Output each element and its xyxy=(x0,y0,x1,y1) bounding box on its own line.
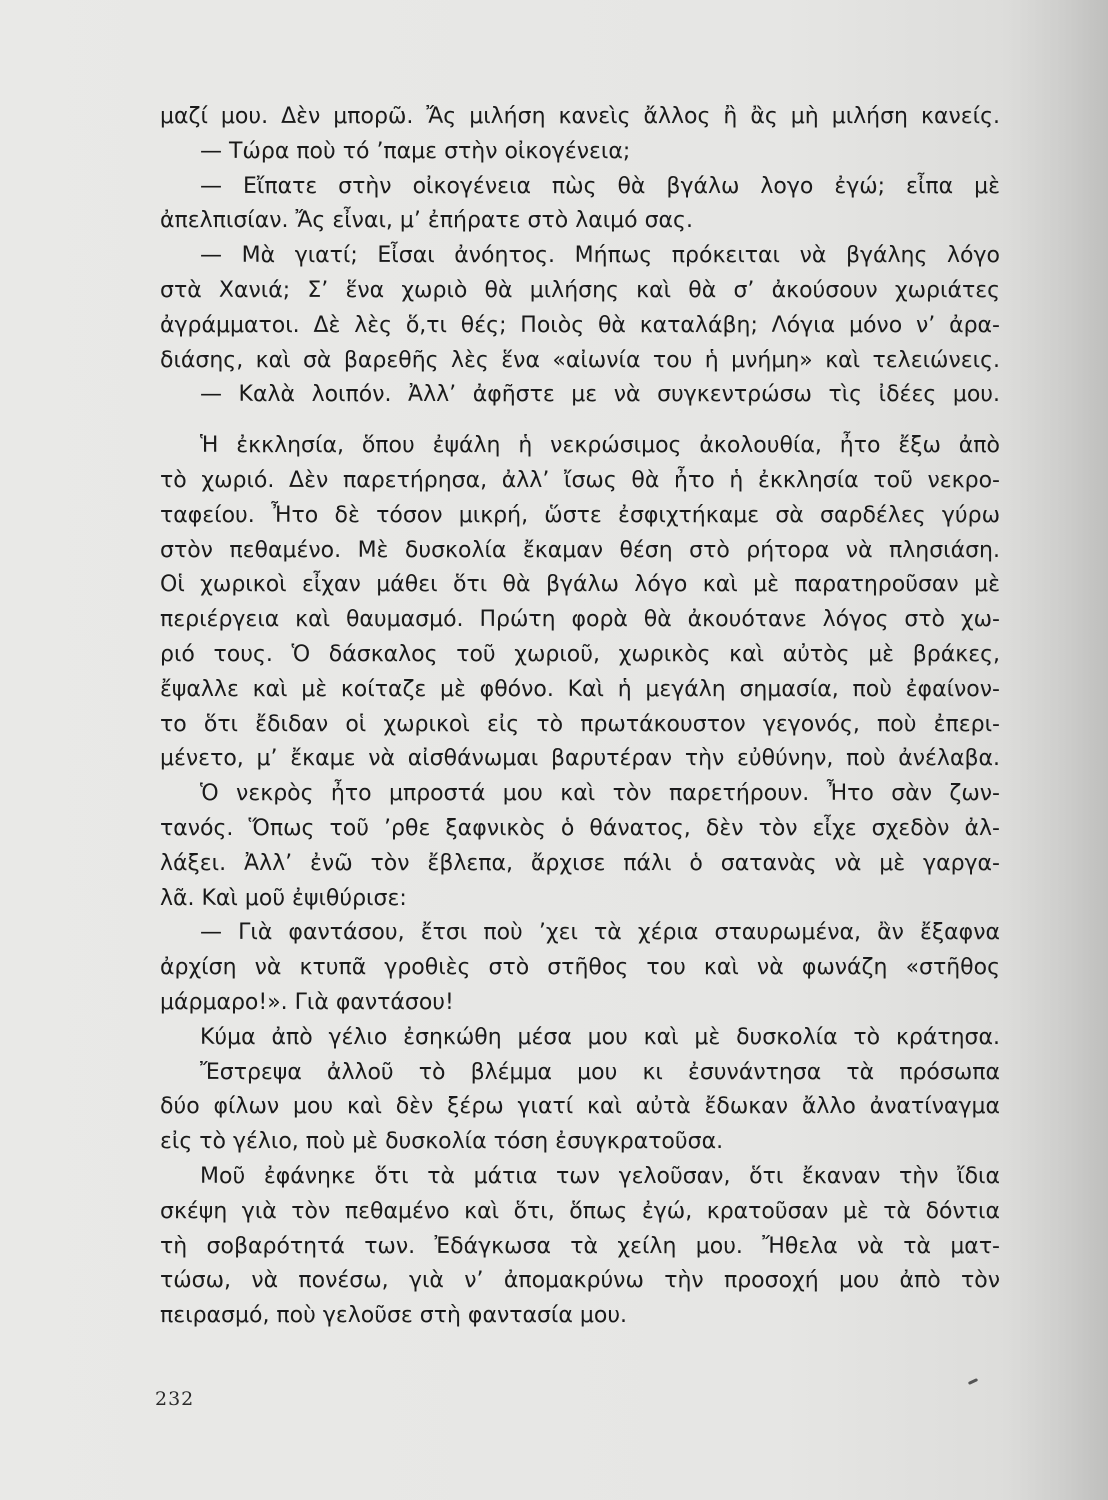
text-line: ἀπελπισίαν. Ἄς εἶναι, μ’ ἐπήρατε στὸ λαιμό σας. xyxy=(160,208,693,234)
text-line: ἀγράμματοι. Δὲ λὲς ὅ,τι θές; Ποιὸς θὰ καταλάβη; Λόγια μόνο ν’ ἀρα- xyxy=(160,312,1000,338)
text-line: Ἡ ἐκκλησία, ὅπου ἐψάλη ἡ νεκρώσιμος ἀκολουθία, ἦτο ἔξω ἀπὸ xyxy=(200,433,1000,459)
text-line: — Μὰ γιατί; Εἶσαι ἀνόητος. Μήπως πρόκειται νὰ βγάλης λόγο xyxy=(200,243,1000,269)
text-line: ἔψαλλε καὶ μὲ κοίταζε μὲ φθόνο. Καὶ ἡ μεγάλη σημασία, ποὺ ἐφαίνον- xyxy=(160,676,1000,702)
text-line: τώσω, νὰ πονέσω, γιὰ ν’ ἀπομακρύνω τὴν προσοχή μου ἀπὸ τὸν xyxy=(160,1268,1000,1294)
text-line: περιέργεια καὶ θαυμασμό. Πρώτη φορὰ θὰ ἀκουότανε λόγος στὸ χω- xyxy=(160,607,1000,633)
text-line: τὴ σοβαρότητά των. Ἐδάγκωσα τὰ χείλη μου. Ἤθελα νὰ τὰ ματ- xyxy=(160,1233,1000,1259)
text-line: μαζί μου. Δὲν μπορῶ. Ἄς μιλήση κανεὶς ἄλλος ἢ ἂς μὴ μιλήση κανείς. xyxy=(160,104,1000,129)
text-line: λάξει. Ἀλλ’ ἐνῶ τὸν ἔβλεπα, ἄρχισε πάλι ὁ σατανὰς νὰ μὲ γαργα- xyxy=(160,850,1000,876)
text-line: Μοῦ ἐφάνηκε ὅτι τὰ μάτια των γελοῦσαν, ὅτι ἔκαναν τὴν ἴδια xyxy=(200,1163,1000,1189)
text-line: στὸν πεθαμένο. Μὲ δυσκολία ἔκαμαν θέση στὸ ρήτορα νὰ πλησιάση. xyxy=(160,537,1000,563)
text-line: — Γιὰ φαντάσου, ἔτσι ποὺ ’χει τὰ χέρια σταυρωμένα, ἂν ἔξαφνα xyxy=(200,920,1000,946)
text-line: εἰς τὸ γέλιο, ποὺ μὲ δυσκολία τόση ἐσυγκρατοῦσα. xyxy=(160,1129,724,1155)
text-line: λᾶ. Καὶ μοῦ ἐψιθύρισε: xyxy=(160,885,407,911)
text-line: δύο φίλων μου καὶ δὲν ξέρω γιατί καὶ αὐτὰ ἔδωκαν ἄλλο ἀνατίναγμα xyxy=(160,1094,1000,1120)
text-line: ἀρχίση νὰ κτυπᾶ γροθιὲς στὸ στῆθος του καὶ νὰ φωνάζη «στῆθος xyxy=(160,955,1000,981)
text-line: ταφείου. Ἦτο δὲ τόσον μικρή, ὥστε ἐσφιχτήκαμε σὰ σαρδέλες γύρω xyxy=(160,502,1000,528)
text-line: πειρασμό, ποὺ γελοῦσε στὴ φαντασία μου. xyxy=(160,1303,628,1329)
paragraph-gap xyxy=(160,413,1000,429)
text-line: μένετο, μ’ ἔκαμε νὰ αἰσθάνωμαι βαρυτέραν τὴν εὐθύνην, ποὺ ἀνέλαβα. xyxy=(160,746,1000,772)
page-edge-shadow xyxy=(1000,0,1108,1500)
text-line: τὸ χωριό. Δὲν παρετήρησα, ἀλλ’ ἴσως θὰ ἦτο ἡ ἐκκλησία τοῦ νεκρο- xyxy=(160,467,1000,493)
page-number: 232 xyxy=(155,1388,195,1410)
text-line: — Τώρα ποὺ τό ’παμε στὴν οἰκογένεια; xyxy=(200,138,631,164)
text-line: το ὅτι ἔδιδαν οἱ χωρικοὶ εἰς τὸ πρωτάκουστον γεγονός, ποὺ ἐπερι- xyxy=(160,711,1000,737)
text-line: Κύμα ἀπὸ γέλιο ἐσηκώθη μέσα μου καὶ μὲ δυσκολία τὸ κράτησα. xyxy=(200,1024,1000,1050)
text-line: Ἔστρεψα ἀλλοῦ τὸ βλέμμα μου κι ἐσυνάντησα τὰ πρόσωπα xyxy=(200,1059,1000,1085)
text-line: — Καλὰ λοιπόν. Ἀλλ’ ἀφῆστε με νὰ συγκεντρώσω τὶς ἰδέες μου. xyxy=(200,382,1000,408)
text-line: ριό τους. Ὁ δάσκαλος τοῦ χωριοῦ, χωρικὸς καὶ αὐτὸς μὲ βράκες, xyxy=(160,641,1000,667)
ink-speck xyxy=(968,1378,978,1385)
text-line: τανός. Ὅπως τοῦ ’ρθε ξαφνικὸς ὁ θάνατος, δὲν τὸν εἶχε σχεδὸν ἀλ- xyxy=(160,815,1000,841)
text-line: σκέψη γιὰ τὸν πεθαμένο καὶ ὅτι, ὅπως ἐγώ, κρατοῦσαν μὲ τὰ δόντια xyxy=(160,1198,1000,1224)
text-line: μάρμαρο!». Γιὰ φαντάσου! xyxy=(160,989,454,1015)
text-line: στὰ Χανιά; Σ’ ἕνα χωριὸ θὰ μιλήσης καὶ θὰ σ’ ἀκούσουν χωριάτες xyxy=(160,277,1000,303)
body-text xyxy=(160,100,1000,1334)
text-line: Οἱ χωρικοὶ εἶχαν μάθει ὅτι θὰ βγάλω λόγο καὶ μὲ παρατηροῦσαν μὲ xyxy=(160,572,1000,598)
text-line: διάσης, καὶ σὰ βαρεθῆς λὲς ἕνα «αἰωνία του ἡ μνήμη» καὶ τελειώνεις. xyxy=(160,347,1000,373)
text-line: — Εἴπατε στὴν οἰκογένεια πὼς θὰ βγάλω λογο ἐγώ; εἶπα μὲ xyxy=(200,173,1000,199)
text-line: Ὁ νεκρὸς ἦτο μπροστά μου καὶ τὸν παρετήρουν. Ἦτο σὰν ζων- xyxy=(200,781,1000,807)
